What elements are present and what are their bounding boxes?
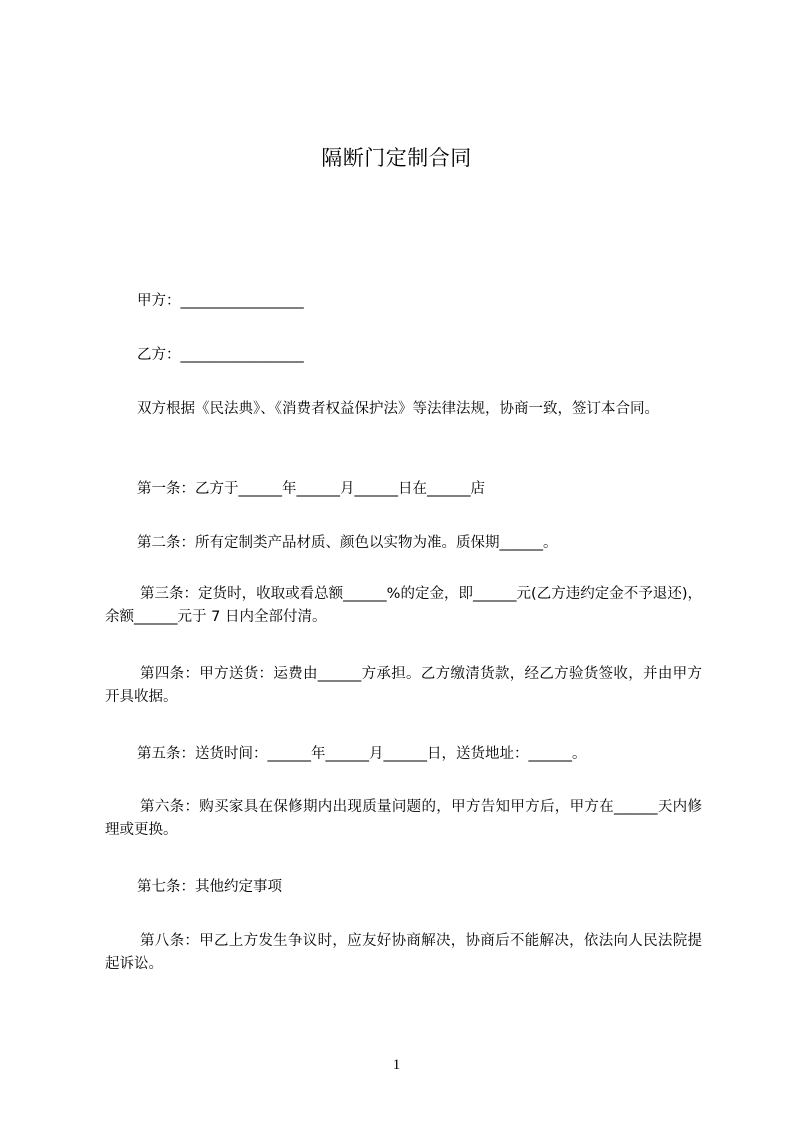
party-a-line: 甲方：_________________ [137,293,304,309]
article-1: 第一条：乙方于______年______月______日在______店 [137,481,485,497]
document-title: 隔断门定制合同 [321,146,472,170]
article-2: 第二条：所有定制类产品材质、颜色以实物为准。质保期______。 [137,535,558,551]
article-6: 第六条：购买家具在保修期内出现质量问题的，甲方告知甲方后，甲方在______天内修理或更换。 [105,799,702,838]
article-8: 第八条：甲乙上方发生争议时，应友好协商解决，协商后不能解决，依法向人民法院提起诉讼。 [105,933,702,972]
article-5: 第五条：送货时间：______年______月______日，送货地址：______。 [137,746,587,762]
article-7: 第七条：其他约定事项 [137,879,282,895]
preamble-paragraph: 双方根据《民法典》、《消费者权益保护法》等法律法规，协商一致，签订本合同。 [137,401,659,417]
page-number: 1 [392,1057,401,1073]
party-b-line: 乙方：_________________ [137,347,304,363]
article-4: 第四条：甲方送货：运费由______方承担。乙方缴清货款，经乙方验货签收，并由甲方开具收据。 [105,666,702,705]
article-3: 第三条：定货时，收取或看总额______%的定金，即______元(乙方违约定金不予退还)，余额______元于 7 日内全部付清。 [105,586,702,625]
